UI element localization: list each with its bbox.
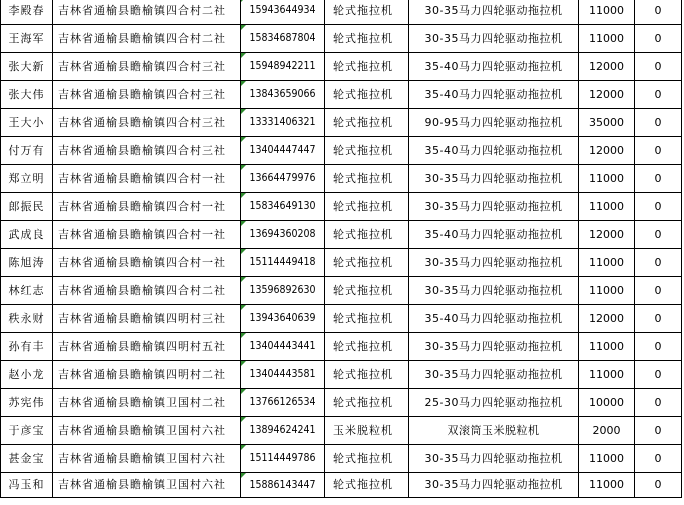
machine-type-cell[interactable]: 轮式拖拉机: [325, 53, 409, 81]
value-cell[interactable]: 0: [635, 249, 682, 277]
value-cell[interactable]: 0: [635, 193, 682, 221]
table-row: [1, 361, 682, 389]
name-cell[interactable]: 李殿春: [1, 0, 53, 25]
price-cell[interactable]: 12000: [579, 221, 635, 249]
address-cell[interactable]: 吉林省通榆县瞻榆镇四合村一社: [53, 193, 241, 221]
table-row: [1, 249, 682, 277]
price-cell[interactable]: 12000: [579, 53, 635, 81]
value-cell[interactable]: 0: [635, 25, 682, 53]
table-row: [1, 445, 682, 473]
table-row: [1, 53, 682, 81]
name-cell[interactable]: 郎振民: [1, 193, 53, 221]
table-row: [1, 221, 682, 249]
address-cell[interactable]: 吉林省通榆县瞻榆镇四合村三社: [53, 109, 241, 137]
price-cell[interactable]: 12000: [579, 305, 635, 333]
phone-cell[interactable]: 13694360208: [241, 221, 325, 249]
phone-cell[interactable]: 15834687804: [241, 25, 325, 53]
name-cell[interactable]: 武成良: [1, 221, 53, 249]
value-cell[interactable]: 0: [635, 333, 682, 361]
value-cell[interactable]: 0: [635, 221, 682, 249]
phone-cell[interactable]: 13404443581: [241, 361, 325, 389]
table-body: [1, 0, 682, 498]
value-cell[interactable]: 0: [635, 165, 682, 193]
machine-type-cell[interactable]: 轮式拖拉机: [325, 445, 409, 473]
table-row: [1, 109, 682, 137]
name-cell[interactable]: 赵小龙: [1, 361, 53, 389]
value-cell[interactable]: 0: [635, 53, 682, 81]
table-row: [1, 277, 682, 305]
machine-type-cell[interactable]: 轮式拖拉机: [325, 193, 409, 221]
price-cell[interactable]: 11000: [579, 333, 635, 361]
price-cell[interactable]: 2000: [579, 417, 635, 445]
name-cell[interactable]: 张大新: [1, 53, 53, 81]
table-row: [1, 193, 682, 221]
machine-model-cell[interactable]: 30-35马力四轮驱动拖拉机: [409, 361, 579, 389]
address-cell[interactable]: 吉林省通榆县瞻榆镇四明村五社: [53, 333, 241, 361]
table-row: [1, 165, 682, 193]
address-cell[interactable]: 吉林省通榆县瞻榆镇四合村一社: [53, 249, 241, 277]
address-cell[interactable]: 吉林省通榆县瞻榆镇卫国村二社: [53, 389, 241, 417]
address-cell[interactable]: 吉林省通榆县瞻榆镇四明村二社: [53, 361, 241, 389]
address-cell[interactable]: 吉林省通榆县瞻榆镇卫国村六社: [53, 473, 241, 498]
phone-cell[interactable]: 13404447447: [241, 137, 325, 165]
value-cell[interactable]: 0: [635, 361, 682, 389]
table-row: [1, 333, 682, 361]
phone-cell[interactable]: 13596892630: [241, 277, 325, 305]
price-cell[interactable]: 35000: [579, 109, 635, 137]
phone-cell[interactable]: 15834649130: [241, 193, 325, 221]
name-cell[interactable]: 秩永财: [1, 305, 53, 333]
phone-cell[interactable]: 15948942211: [241, 53, 325, 81]
machine-model-cell[interactable]: 25-30马力四轮驱动拖拉机: [409, 389, 579, 417]
machine-model-cell[interactable]: 35-40马力四轮驱动拖拉机: [409, 305, 579, 333]
price-cell[interactable]: 11000: [579, 277, 635, 305]
price-cell[interactable]: 11000: [579, 473, 635, 498]
price-cell[interactable]: 12000: [579, 81, 635, 109]
table-row: [1, 473, 682, 498]
price-cell[interactable]: 11000: [579, 249, 635, 277]
name-cell[interactable]: 孙有丰: [1, 333, 53, 361]
address-cell[interactable]: 吉林省通榆县瞻榆镇四合村二社: [53, 25, 241, 53]
machine-model-cell[interactable]: 双滚筒玉米脱粒机: [409, 417, 579, 445]
table-row: [1, 389, 682, 417]
machine-type-cell[interactable]: 轮式拖拉机: [325, 165, 409, 193]
price-cell[interactable]: 11000: [579, 193, 635, 221]
value-cell[interactable]: 0: [635, 389, 682, 417]
name-cell[interactable]: 王海军: [1, 25, 53, 53]
name-cell[interactable]: 郑立明: [1, 165, 53, 193]
phone-cell[interactable]: 15943644934: [241, 0, 325, 25]
phone-cell[interactable]: 13943640639: [241, 305, 325, 333]
table-row: [1, 137, 682, 165]
machine-model-cell[interactable]: 30-35马力四轮驱动拖拉机: [409, 277, 579, 305]
phone-cell[interactable]: 13843659066: [241, 81, 325, 109]
table-row: [1, 417, 682, 445]
phone-cell[interactable]: 13404443441: [241, 333, 325, 361]
phone-cell[interactable]: 15114449418: [241, 249, 325, 277]
phone-cell[interactable]: 13894624241: [241, 417, 325, 445]
phone-cell[interactable]: 13331406321: [241, 109, 325, 137]
value-cell[interactable]: 0: [635, 473, 682, 498]
address-cell[interactable]: 吉林省通榆县瞻榆镇四合村三社: [53, 137, 241, 165]
address-cell[interactable]: 吉林省通榆县瞻榆镇四合村三社: [53, 53, 241, 81]
price-cell[interactable]: 11000: [579, 361, 635, 389]
table-row: [1, 25, 682, 53]
machine-model-cell[interactable]: 30-35马力四轮驱动拖拉机: [409, 333, 579, 361]
machine-type-cell[interactable]: 轮式拖拉机: [325, 277, 409, 305]
machine-model-cell[interactable]: 35-40马力四轮驱动拖拉机: [409, 137, 579, 165]
price-cell[interactable]: 11000: [579, 165, 635, 193]
table-row: [1, 0, 682, 25]
machine-type-cell[interactable]: 轮式拖拉机: [325, 305, 409, 333]
machine-type-cell[interactable]: 轮式拖拉机: [325, 249, 409, 277]
price-cell[interactable]: 11000: [579, 25, 635, 53]
machine-type-cell[interactable]: 轮式拖拉机: [325, 81, 409, 109]
value-cell[interactable]: 0: [635, 417, 682, 445]
machine-model-cell[interactable]: 90-95马力四轮驱动拖拉机: [409, 109, 579, 137]
machine-model-cell[interactable]: 35-40马力四轮驱动拖拉机: [409, 221, 579, 249]
phone-cell[interactable]: 15886143447: [241, 473, 325, 498]
value-cell[interactable]: 0: [635, 137, 682, 165]
machine-type-cell[interactable]: 轮式拖拉机: [325, 221, 409, 249]
address-cell[interactable]: 吉林省通榆县瞻榆镇四合村一社: [53, 165, 241, 193]
machine-type-cell[interactable]: 轮式拖拉机: [325, 361, 409, 389]
machine-type-cell[interactable]: 轮式拖拉机: [325, 25, 409, 53]
phone-cell[interactable]: 13664479976: [241, 165, 325, 193]
name-cell[interactable]: 陈旭涛: [1, 249, 53, 277]
phone-cell[interactable]: 15114449786: [241, 445, 325, 473]
machine-model-cell[interactable]: 35-40马力四轮驱动拖拉机: [409, 81, 579, 109]
name-cell[interactable]: 甚金宝: [1, 445, 53, 473]
value-cell[interactable]: 0: [635, 445, 682, 473]
address-cell[interactable]: 吉林省通榆县瞻榆镇四合村一社: [53, 221, 241, 249]
machine-type-cell[interactable]: 玉米脱粒机: [325, 417, 409, 445]
machine-type-cell[interactable]: 轮式拖拉机: [325, 109, 409, 137]
price-cell[interactable]: 11000: [579, 445, 635, 473]
price-cell[interactable]: 11000: [579, 0, 635, 25]
machine-model-cell[interactable]: 30-35马力四轮驱动拖拉机: [409, 25, 579, 53]
name-cell[interactable]: 冯玉和: [1, 473, 53, 498]
phone-cell[interactable]: 13766126534: [241, 389, 325, 417]
address-cell[interactable]: 吉林省通榆县瞻榆镇卫国村六社: [53, 417, 241, 445]
name-cell[interactable]: 张大伟: [1, 81, 53, 109]
address-cell[interactable]: 吉林省通榆县瞻榆镇卫国村六社: [53, 445, 241, 473]
table-row: [1, 305, 682, 333]
machine-model-cell[interactable]: 35-40马力四轮驱动拖拉机: [409, 53, 579, 81]
value-cell[interactable]: 0: [635, 81, 682, 109]
value-cell[interactable]: 0: [635, 277, 682, 305]
address-cell[interactable]: 吉林省通榆县瞻榆镇四合村二社: [53, 0, 241, 25]
machine-model-cell[interactable]: 30-35马力四轮驱动拖拉机: [409, 445, 579, 473]
machine-type-cell[interactable]: 轮式拖拉机: [325, 137, 409, 165]
machine-type-cell[interactable]: 轮式拖拉机: [325, 0, 409, 25]
name-cell[interactable]: 于彦宝: [1, 417, 53, 445]
machine-type-cell[interactable]: 轮式拖拉机: [325, 333, 409, 361]
address-cell[interactable]: 吉林省通榆县瞻榆镇四合村三社: [53, 81, 241, 109]
machine-model-cell[interactable]: 30-35马力四轮驱动拖拉机: [409, 0, 579, 25]
name-cell[interactable]: 付万有: [1, 137, 53, 165]
machine-model-cell[interactable]: 30-35马力四轮驱动拖拉机: [409, 473, 579, 498]
price-cell[interactable]: 12000: [579, 137, 635, 165]
machine-type-cell[interactable]: 轮式拖拉机: [325, 389, 409, 417]
name-cell[interactable]: 苏宪伟: [1, 389, 53, 417]
value-cell[interactable]: 0: [635, 305, 682, 333]
address-cell[interactable]: 吉林省通榆县瞻榆镇四明村三社: [53, 305, 241, 333]
address-cell[interactable]: 吉林省通榆县瞻榆镇四合村二社: [53, 277, 241, 305]
value-cell[interactable]: 0: [635, 109, 682, 137]
machine-model-cell[interactable]: 30-35马力四轮驱动拖拉机: [409, 249, 579, 277]
machine-type-cell[interactable]: 轮式拖拉机: [325, 473, 409, 498]
name-cell[interactable]: 林红志: [1, 277, 53, 305]
price-cell[interactable]: 10000: [579, 389, 635, 417]
machine-model-cell[interactable]: 30-35马力四轮驱动拖拉机: [409, 165, 579, 193]
name-cell[interactable]: 王大小: [1, 109, 53, 137]
table-row: [1, 81, 682, 109]
machine-model-cell[interactable]: 30-35马力四轮驱动拖拉机: [409, 193, 579, 221]
value-cell[interactable]: 0: [635, 0, 682, 25]
